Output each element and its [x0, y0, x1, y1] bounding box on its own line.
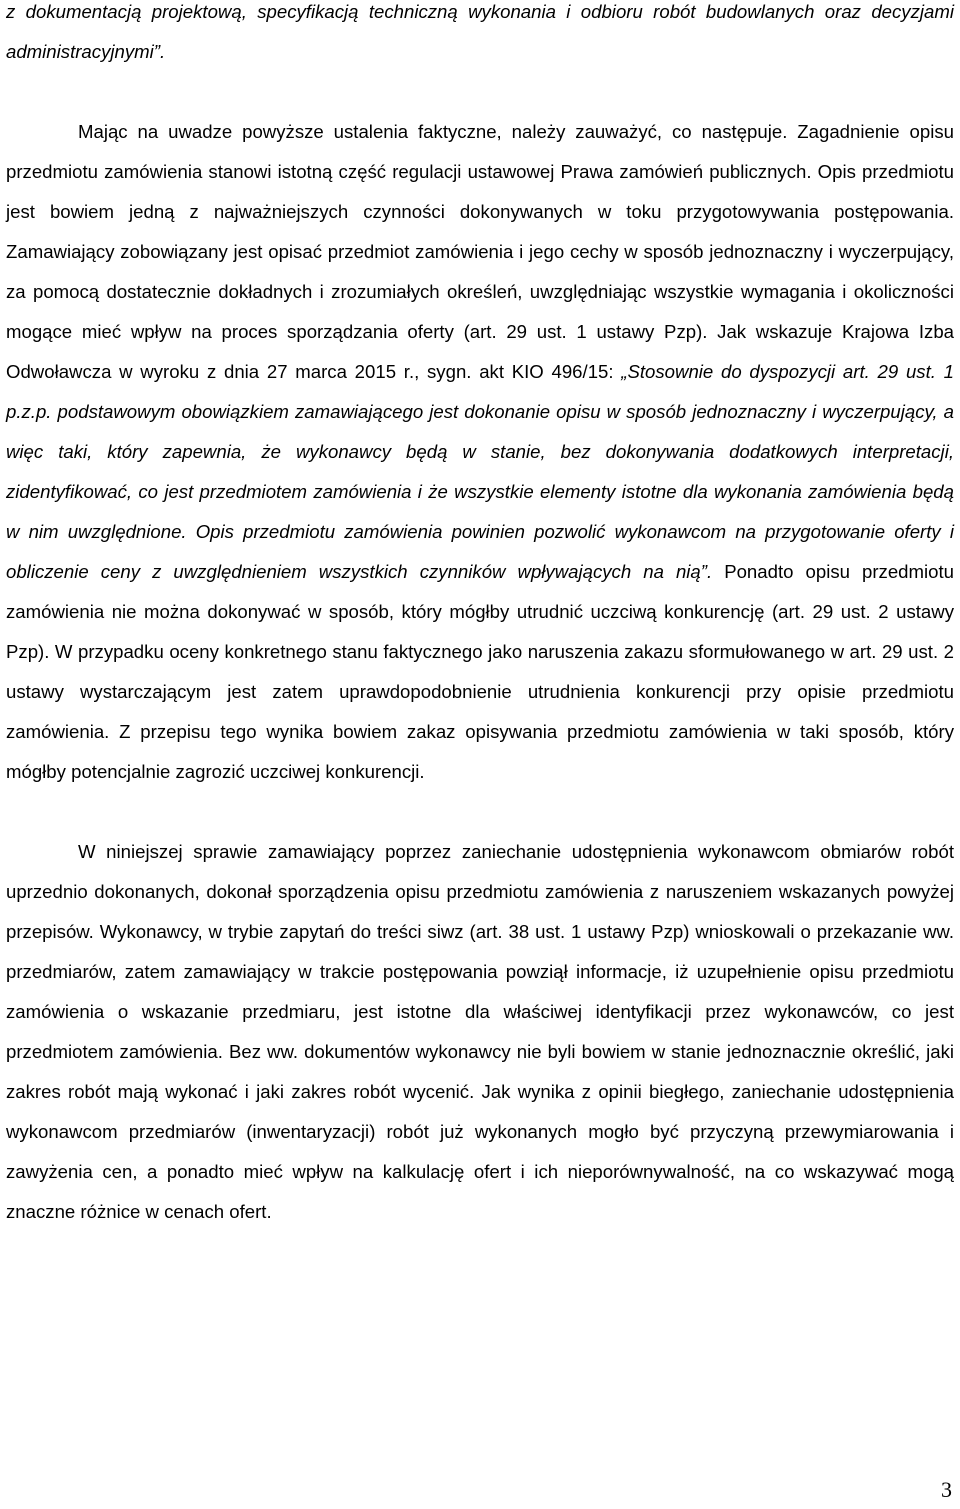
italic-text-run: „Stosownie do dyspozycji art. 29 ust. 1 p.z.p. podstawowym obowiązkiem zamawiającego jest dokonanie opisu w sposób jednoznaczny i wyczerpujący, a więc taki, który zapewnia, że wykonawcy będą w stanie, bez dokonywania dodatkowych interpretacji, zidentyfikować, co jest przedmiotem zamówienia i że wszystkie elementy istotne dla wykonania zamówienia będą w nim uwzględnione. Opis przedmiotu zamówienia powinien pozwolić wykonawcom na przygotowanie oferty i obliczenie ceny z uwzględnieniem wszystkich czynników wpływających na nią”. [6, 361, 954, 582]
text-run: Ponadto opisu przedmiotu zamówienia nie można dokonywać w sposób, który mógłby utrudnić uczciwą konkurencję (art. 29 ust. 2 ustawy Pzp). W przypadku oceny konkretnego stanu faktycznego jako naruszenia zakazu sformułowanego w art. 29 ust. 2 ustawy wystarczającym jest zatem uprawdopodobnienie utrudnienia konkurencji przy opisie przedmiotu zamówienia. Z przepisu tego wynika bowiem zakaz opisywania przedmiotu zamówienia w taki sposób, który mógłby potencjalnie zagrozić uczciwej konkurencji. [6, 561, 954, 782]
document-page [6, 0, 954, 1232]
text-run: W niniejszej sprawie zamawiający poprzez zaniechanie udostępnienia wykonawcom obmiarów robót uprzednio dokonanych, dokonał sporządzenia opisu przedmiotu zamówienia z naruszeniem wskazanych powyżej przepisów. Wykonawcy, w trybie zapytań do treści siwz (art. 38 ust. 1 ustawy Pzp) wnioskowali o przekazanie ww. przedmiarów, zatem zamawiający w trakcie postępowania powziął informacje, iż uzupełnienie opisu przedmiotu zamówienia o wskazanie przedmiaru, jest istotne dla właściwej identyfikacji przez wykonawców, co jest przedmiotem zamówienia. Bez ww. dokumentów wykonawcy nie byli bowiem w stanie jednoznacznie określić, jaki zakres robót mają wykonać i jaki zakres robót wycenić. Jak wynika z opinii biegłego, zaniechanie udostępnienia wykonawcom przedmiarów (inwentaryzacji) robót już wykonanych mogło być przyczyną przewymiarowania i zawyżenia cen, a ponadto mieć wpływ na kalkulację ofert i ich nieporównywalność, na co wskazywać mogą znaczne różnice w cenach ofert. [6, 841, 954, 1222]
text-run: Mając na uwadze powyższe ustalenia faktyczne, należy zauważyć, co następuje. Zagadnienie opisu przedmiotu zamówienia stanowi istotną część regulacji ustawowej Prawa zamówień publicznych. Opis przedmiotu jest bowiem jedną z najważniejszych czynności dokonywanych w toku przygotowywania postępowania. Zamawiający zobowiązany jest opisać przedmiot zamówienia i jego cechy w sposób jednoznaczny i wyczerpujący, za pomocą dostatecznie dokładnych i zrozumiałych określeń, uwzględniając wszystkie wymagania i okoliczności mogące mieć wpływ na proces sporządzania oferty (art. 29 ust. 1 ustawy Pzp). Jak wskazuje Krajowa Izba Odwoławcza w wyroku z dnia 27 marca 2015 r., sygn. akt KIO 496/15: [6, 121, 954, 382]
paragraph-case [6, 832, 954, 1232]
page-number: 3 [941, 1477, 952, 1502]
paragraph-continuation [6, 0, 954, 72]
paragraph-analysis [6, 112, 954, 792]
italic-text-run: z dokumentacją projektową, specyfikacją techniczną wykonania i odbioru robót budowlanych oraz decyzjami administracyjnymi”. [6, 1, 954, 62]
